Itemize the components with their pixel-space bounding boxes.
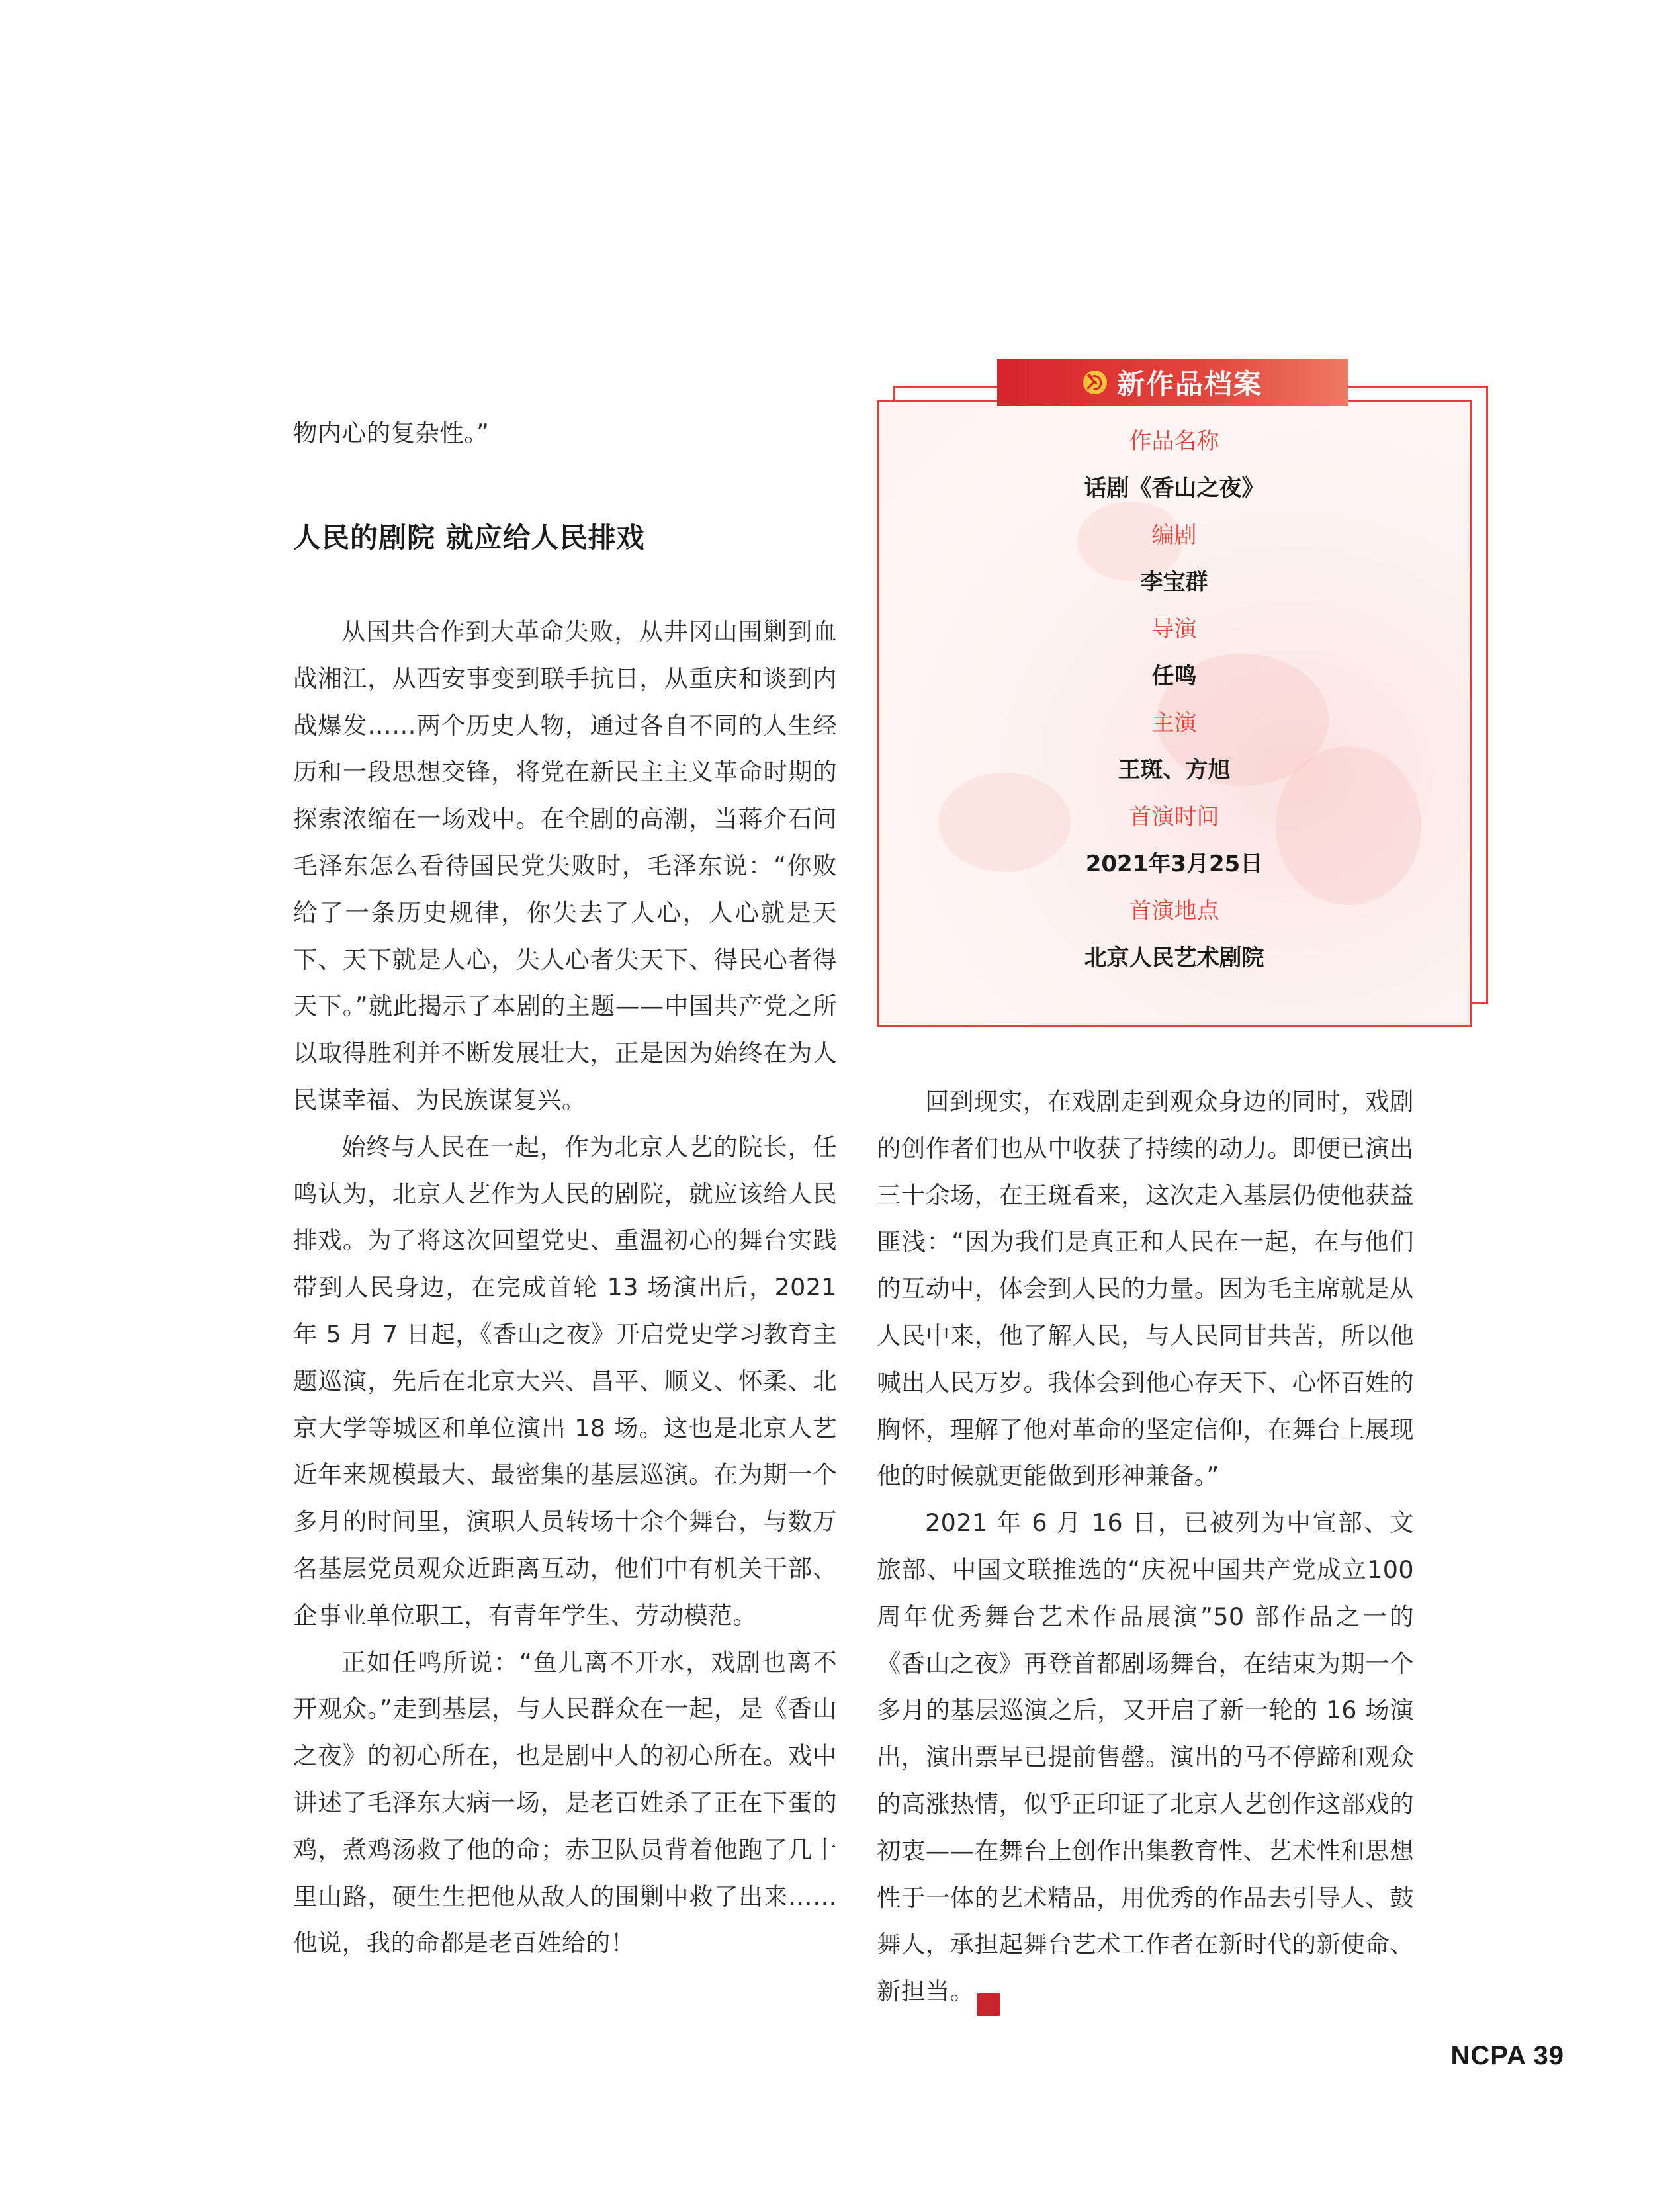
left-paragraph-2: 始终与人民在一起，作为北京人艺的院长，任鸣认为，北京人艺作为人民的剧院，就应该给人民排戏。为了将这次回望党史、重温初心的舞台实践带到人民身边，在完成首轮 13 场演出后，2021 年 5 月 7 日起，《香山之夜》开启党史学习教育主题巡演，先后在北京大兴、昌平、顺义、怀柔、北京大学等城区和单位演出 18 场。这也是北京人艺近年来规模最大、最密集的基层巡演。在为期一个多月的时间里，演职人员转场十余个舞台，与数万名基层党员观众近距离互动，他们中有机关干部、企事业单位职工，有青年学生、劳动模范。 [293,1132,837,1630]
left-paragraph-3: 正如任鸣所说：“鱼儿离不开水，戏剧也离不开观众。”走到基层，与人民群众在一起，是《香山之夜》的初心所在，也是剧中人的初心所在。戏中讲述了毛泽东大病一场，是老百姓杀了正在下蛋的鸡，煮鸡汤救了他的命；赤卫队员背着他跑了几十里山路，硬生生把他从敌人的围剿中救了出来……他说，我的命都是老百姓给的！ [293,1647,837,1958]
page-footer [1450,2041,1564,2071]
card-label-cast: 主演 [1151,710,1197,736]
right-column [877,1078,1414,2016]
right-paragraph-1: 回到现实，在戏剧走到观众身边的同时，戏剧的创作者们也从中收获了持续的动力。即便已演出三十余场，在王斑看来，这次走入基层仍使他获益匪浅：“因为我们是真正和人民在一起，在与他们的互动中，体会到人民的力量。因为毛主席就是从人民中来，他了解人民，与人民同甘共苦，所以他喊出人民万岁。我体会到他心存天下、心怀百姓的胸怀，理解了他对革命的坚定信仰，在舞台上展现他的时候就更能做到形神兼备。” [877,1087,1414,1491]
card-label-premiere-date: 首演时间 [1129,804,1219,830]
card-label-director: 导演 [1151,616,1197,642]
card-label-writer: 编剧 [1151,522,1197,548]
left-paragraph-0: 物内心的复杂性。” [293,419,490,447]
card-value-director: 任鸣 [1151,663,1197,689]
card-title: 新作品档案 [1116,368,1262,400]
left-column [293,410,837,457]
page-number: 39 [1533,2041,1564,2070]
card-value-premiere-venue: 北京人民艺术剧院 [1084,945,1264,971]
card-value-title: 话剧《香山之夜》 [1084,475,1264,502]
card-value-premiere-date: 2021年3月25日 [1085,851,1263,877]
card-title-banner [997,359,1348,406]
footer-brand: NCPA [1450,2041,1526,2070]
end-mark-icon: NCPA [977,1993,1000,2016]
card-value-writer: 李宝群 [1140,569,1208,595]
right-paragraph-2-text: 2021 年 6 月 16 日，已被列为中宣部、文旅部、中国文联推选的“庆祝中国共产党成立100 周年优秀舞台艺术作品展演”50 部作品之一的《香山之夜》再登首都剧场舞台，在结束为期一个多月的基层巡演之后，又开启了新一轮的 16 场演出，演出票早已提前售罄。演出的马不停蹄和观众的高涨热情，似乎正印证了北京人艺创作这部戏的初衷——在舞台上创作出集教育性、艺术性和思想性于一体的艺术精品，用优秀的作品去引导人、鼓舞人，承担起舞台艺术工作者在新时代的新使命、新担当。 [877,1509,1414,2006]
card-field-list [877,418,1472,982]
left-paragraph-1: 从国共合作到大革命失败，从井冈山围剿到血战湘江，从西安事变到联手抗日，从重庆和谈到内战爆发……两个历史人物，通过各自不同的人生经历和一段思想交锋，将党在新民主主义革命时期的探索浓缩在一场戏中。在全剧的高潮，当蒋介石问毛泽东怎么看待国民党失败时，毛泽东说：“你败给了一条历史规律，你失去了人心，人心就是天下、天下就是人心，失人心者失天下、得民心者得天下。”就此揭示了本剧的主题——中国共产党之所以取得胜利并不断发展壮大，正是因为始终在为人民谋幸福、为民族谋复兴。 [293,617,837,1114]
right-paragraph-2 [877,1500,1414,2016]
party-emblem-icon [1083,370,1108,395]
section-heading: 人民的剧院 就应给人民排戏 [293,521,645,554]
left-column-body [293,609,837,1967]
card-value-cast: 王斑、方旭 [1118,757,1231,783]
card-label-premiere-venue: 首演地点 [1129,898,1219,924]
card-label-title: 作品名称 [1129,428,1219,455]
